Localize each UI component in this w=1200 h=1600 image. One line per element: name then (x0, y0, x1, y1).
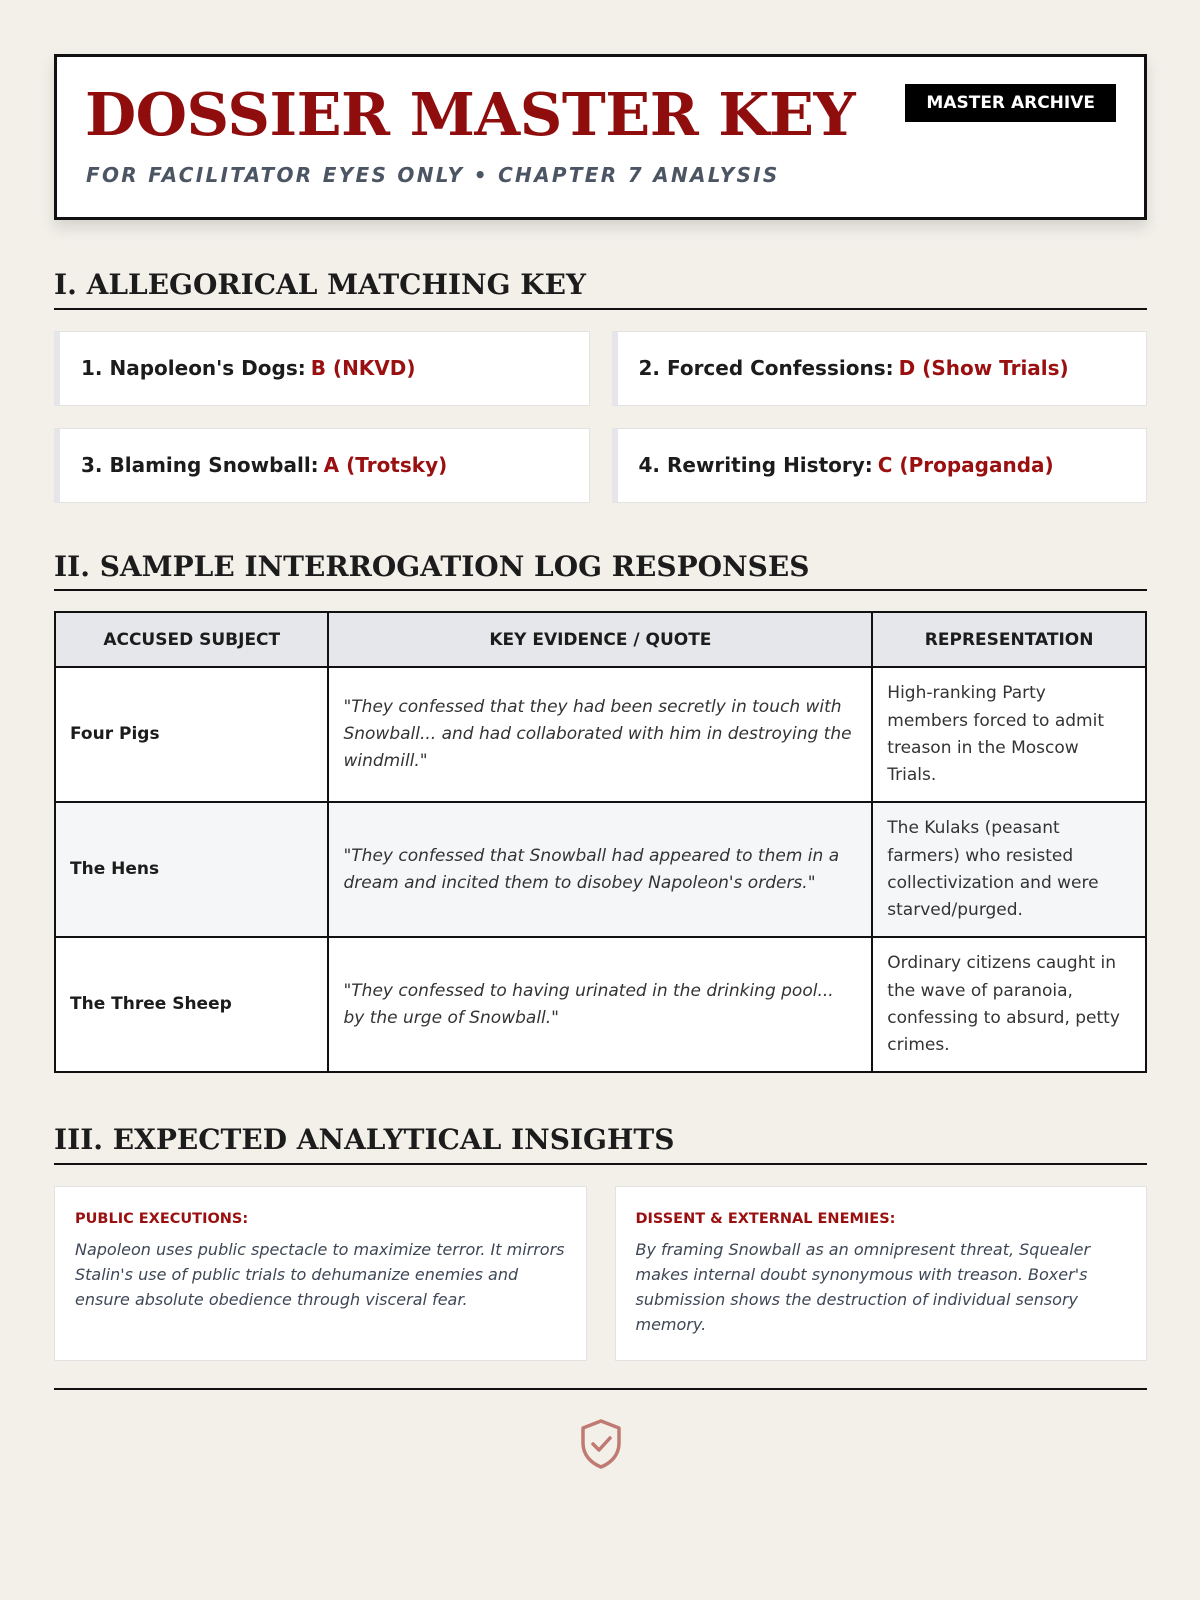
section-heading-insights: III. EXPECTED ANALYTICAL INSIGHTS (54, 1123, 1147, 1165)
match-item-answer: C (Propaganda) (877, 453, 1054, 478)
table-row (55, 802, 1146, 937)
cell-representation: High-ranking Party members forced to admit treason in the Moscow Trials. (872, 667, 1146, 802)
insights-grid (54, 1186, 1147, 1361)
match-item (54, 331, 590, 406)
dossier-page (54, 54, 1147, 1470)
match-item-answer: B (NKVD) (310, 356, 416, 381)
matching-key-grid (54, 331, 1147, 503)
page-title: DOSSIER MASTER KEY (85, 80, 856, 149)
match-item-label: 3. Blaming Snowball: (81, 453, 319, 478)
cell-subject: The Hens (55, 802, 328, 937)
match-item-answer: A (Trotsky) (323, 453, 448, 478)
column-header-representation: REPRESENTATION (872, 612, 1146, 667)
interrogation-log-table (54, 611, 1147, 1073)
cell-subject: Four Pigs (55, 667, 328, 802)
section-heading-interrogation-log: II. SAMPLE INTERROGATION LOG RESPONSES (54, 550, 1147, 592)
page-subtitle: FOR FACILITATOR EYES ONLY • CHAPTER 7 ANALYSIS (86, 163, 780, 187)
footer-divider (54, 1388, 1147, 1390)
insight-text: By framing Snowball as an omnipresent threat, Squealer makes internal doubt synonymous with treason. Boxer's submission shows the destruction of individual sensory memory. (635, 1239, 1091, 1334)
match-item (54, 428, 590, 503)
column-header-evidence: KEY EVIDENCE / QUOTE (328, 612, 872, 667)
match-item-label: 4. Rewriting History: (638, 453, 873, 478)
shield-check-icon (579, 1418, 623, 1470)
insight-title: DISSENT & EXTERNAL ENEMIES: (635, 1210, 896, 1227)
cell-representation: The Kulaks (peasant farmers) who resisted collectivization and were starved/purged. (872, 802, 1146, 937)
cell-quote: "They confessed that Snowball had appeared to them in a dream and incited them to disobey Napoleon's orders." (328, 802, 872, 937)
match-item-label: 1. Napoleon's Dogs: (81, 356, 306, 381)
cell-subject: The Three Sheep (55, 937, 328, 1072)
insight-text: Napoleon uses public spectacle to maximize terror. It mirrors Stalin's use of public trials to dehumanize enemies and ensure absolute obedience through visceral fear. (75, 1239, 565, 1309)
cell-quote: "They confessed that they had been secretly in touch with Snowball... and had collaborated with him in destroying the windmill." (328, 667, 872, 802)
table-header-row (55, 612, 1146, 667)
table-row (55, 667, 1146, 802)
match-item-answer: D (Show Trials) (898, 356, 1069, 381)
column-header-subject: ACCUSED SUBJECT (55, 612, 328, 667)
cell-quote: "They confessed to having urinated in the drinking pool... by the urge of Snowball." (328, 937, 872, 1072)
insight-card (54, 1186, 587, 1361)
insight-title: PUBLIC EXECUTIONS: (75, 1210, 249, 1227)
table-row (55, 937, 1146, 1072)
section-heading-matching-key: I. ALLEGORICAL MATCHING KEY (54, 268, 1147, 310)
match-item (612, 331, 1148, 406)
master-archive-badge: MASTER ARCHIVE (905, 84, 1116, 122)
match-item (612, 428, 1148, 503)
cell-representation: Ordinary citizens caught in the wave of paranoia, confessing to absurd, petty crimes. (872, 937, 1146, 1072)
match-item-label: 2. Forced Confessions: (638, 356, 894, 381)
header-card (54, 54, 1147, 220)
insight-card (615, 1186, 1148, 1361)
